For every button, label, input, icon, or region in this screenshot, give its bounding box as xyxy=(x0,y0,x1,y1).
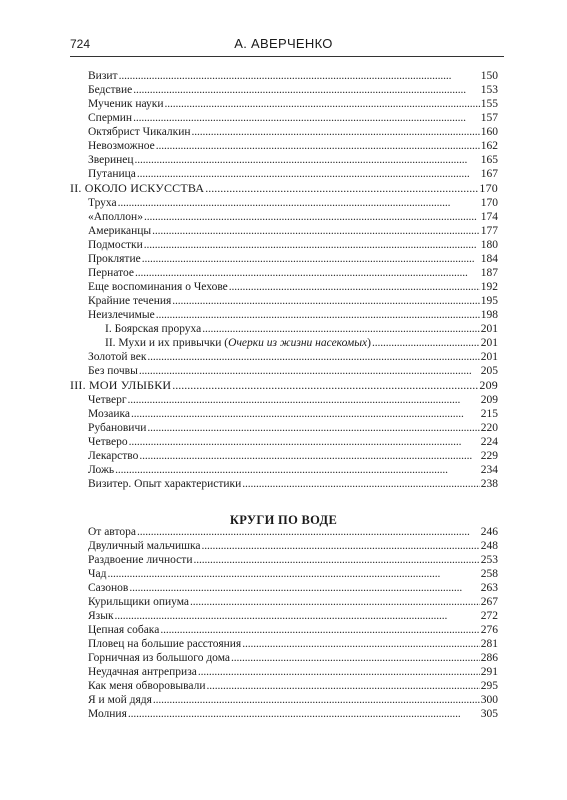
leader-dots xyxy=(135,153,480,167)
toc-section-heading xyxy=(70,181,498,195)
leader-dots xyxy=(137,525,480,539)
leader-dots xyxy=(207,679,480,693)
toc-entry-title: Четверо xyxy=(88,436,128,448)
toc-entry-page: 153 xyxy=(480,84,498,96)
toc-entry xyxy=(88,665,498,679)
toc-entry xyxy=(88,449,498,463)
toc-entry-title: Октябрист Чикалкин xyxy=(88,126,191,138)
toc-entry-title: II. Мухи и их привычки (Очерки из жизни насекомых) xyxy=(105,337,372,349)
leader-dots xyxy=(156,308,480,322)
leader-dots xyxy=(242,637,480,651)
toc-entry-page: 170 xyxy=(479,181,498,195)
toc-entry-title: Бедствие xyxy=(88,84,133,96)
toc-entry-page: 155 xyxy=(480,98,498,110)
leader-dots xyxy=(231,651,480,665)
toc-entry-title: Сазонов xyxy=(88,582,129,594)
leader-dots xyxy=(172,294,479,308)
toc-entry-page: 201 xyxy=(480,323,498,335)
toc-entry-page: 267 xyxy=(480,596,498,608)
leader-dots xyxy=(129,435,480,449)
toc-entry-title: Зверинец xyxy=(88,154,134,166)
toc-entry-title: Я и мой дядя xyxy=(88,694,152,706)
toc-entry-title: Проклятие xyxy=(88,253,141,265)
toc-entry-page: 162 xyxy=(480,140,498,152)
leader-dots xyxy=(205,181,478,195)
toc-entry-title: Визит xyxy=(88,70,118,82)
toc-entry-page: 215 xyxy=(480,408,498,420)
leader-dots xyxy=(107,567,479,581)
leader-dots xyxy=(152,224,480,238)
toc-entry-title: Путаница xyxy=(88,168,136,180)
toc-entry xyxy=(88,637,498,651)
toc-entry-page: 286 xyxy=(480,652,498,664)
toc-entry xyxy=(88,407,498,421)
toc-entry xyxy=(88,167,498,181)
toc-entry-page: 209 xyxy=(479,378,498,392)
leader-dots xyxy=(172,378,478,392)
toc-entry-title: «Аполлон» xyxy=(88,211,143,223)
toc-entry-page: 150 xyxy=(480,70,498,82)
toc-entry-title: Без почвы xyxy=(88,365,138,377)
leader-dots xyxy=(160,623,479,637)
toc-entry-page: 272 xyxy=(480,610,498,622)
toc-entry xyxy=(88,539,498,553)
toc-entry-title: Пернатое xyxy=(88,267,134,279)
leader-dots xyxy=(372,336,480,350)
toc-entry-title: Чад xyxy=(88,568,107,580)
toc-entry-title: Золотой век xyxy=(88,351,147,363)
toc-entry-title: Мученик науки xyxy=(88,98,164,110)
toc-entry-title: Еще воспоминания о Чехове xyxy=(88,281,228,293)
leader-dots xyxy=(131,407,480,421)
leader-dots xyxy=(156,139,480,153)
toc-entry xyxy=(88,525,498,539)
toc-entry-page: 167 xyxy=(480,168,498,180)
leader-dots xyxy=(119,69,480,83)
toc-entry-title: Подмостки xyxy=(88,239,143,251)
leader-dots xyxy=(190,595,480,609)
toc-entry-title: Цепная собака xyxy=(88,624,160,636)
toc-entry xyxy=(88,581,498,595)
toc-entry-title: Раздвоение личности xyxy=(88,554,193,566)
toc-entry xyxy=(88,350,498,364)
toc-entry xyxy=(88,623,498,637)
toc-entry-page: 165 xyxy=(480,154,498,166)
toc-entry-title: Двуличный мальчишка xyxy=(88,540,201,552)
toc-entry xyxy=(88,139,498,153)
toc-entry-title: Крайние течения xyxy=(88,295,172,307)
toc-entry-page: 198 xyxy=(480,309,498,321)
toc-entry xyxy=(88,693,498,707)
leader-dots xyxy=(115,463,480,477)
toc-entry-title: III. МОИ УЛЫБКИ xyxy=(70,378,172,392)
toc-entry-title: От автора xyxy=(88,526,136,538)
toc-entry-page: 170 xyxy=(480,197,498,209)
leader-dots xyxy=(115,609,480,623)
leader-dots xyxy=(133,111,480,125)
toc-entry-page: 258 xyxy=(480,568,498,580)
toc-entry-title: Курильщики опиума xyxy=(88,596,190,608)
leader-dots xyxy=(147,421,479,435)
toc-entry-page: 281 xyxy=(480,638,498,650)
leader-dots xyxy=(139,449,479,463)
toc-entry-title: Труха xyxy=(88,197,117,209)
toc-entry xyxy=(88,651,498,665)
toc-entry xyxy=(88,224,498,238)
toc-entry-title: Спермин xyxy=(88,112,133,124)
leader-dots xyxy=(192,125,480,139)
page-header xyxy=(0,34,567,54)
toc-entry xyxy=(88,210,498,224)
section-title: КРУГИ ПО ВОДЕ xyxy=(229,513,338,527)
page-number: 724 xyxy=(70,37,91,51)
toc-entry-title: Лекарство xyxy=(88,450,139,462)
toc-entry xyxy=(88,567,498,581)
toc-entry-page: 305 xyxy=(480,708,498,720)
toc-entry xyxy=(88,294,498,308)
toc-entry-page: 184 xyxy=(480,253,498,265)
leader-dots xyxy=(137,167,480,181)
toc-entry xyxy=(88,97,498,111)
toc-entry xyxy=(88,111,498,125)
leader-dots xyxy=(144,210,480,224)
leader-dots xyxy=(139,364,480,378)
toc-entry-page: 157 xyxy=(480,112,498,124)
toc-entry xyxy=(88,196,498,210)
toc-entry-page: 253 xyxy=(480,554,498,566)
leader-dots xyxy=(165,97,480,111)
toc-entry xyxy=(88,679,498,693)
leader-dots xyxy=(144,238,480,252)
toc-entry xyxy=(88,421,498,435)
toc-entry-title: Как меня обворовывали xyxy=(88,680,206,692)
leader-dots xyxy=(202,539,480,553)
toc-entry xyxy=(88,477,498,491)
toc-entry xyxy=(88,435,498,449)
leader-dots xyxy=(147,350,479,364)
toc-entry xyxy=(88,238,498,252)
toc-entry-page: 248 xyxy=(480,540,498,552)
toc-section-heading xyxy=(70,378,498,392)
toc-entry-title: Невозможное xyxy=(88,140,155,152)
toc-entry-title: Неудачная антреприза xyxy=(88,666,197,678)
toc-entry-title: Четверг xyxy=(88,394,127,406)
toc-entry-title: Американцы xyxy=(88,225,152,237)
toc-entry-title: Горничная из большого дома xyxy=(88,652,231,664)
toc-entry-page: 263 xyxy=(480,582,498,594)
toc-entry-page: 300 xyxy=(480,694,498,706)
toc-entry-page: 238 xyxy=(480,478,498,490)
toc-entry-page: 187 xyxy=(480,267,498,279)
toc-entry-title: Язык xyxy=(88,610,114,622)
toc-entry-page: 177 xyxy=(480,225,498,237)
toc-entry xyxy=(88,308,498,322)
leader-dots xyxy=(229,280,480,294)
toc-entry-title: Молния xyxy=(88,708,127,720)
toc-entry-page: 201 xyxy=(480,351,498,363)
toc-entry-page: 201 xyxy=(480,337,498,349)
toc-entry xyxy=(88,463,498,477)
toc-entry-page: 276 xyxy=(480,624,498,636)
leader-dots xyxy=(193,553,479,567)
toc-entry-title: Мозаика xyxy=(88,408,131,420)
toc-entry-page: 192 xyxy=(480,281,498,293)
toc-entry xyxy=(88,595,498,609)
toc-entry-title: I. Боярская проруха xyxy=(105,323,202,335)
running-title: А. АВЕРЧЕНКО xyxy=(234,36,333,51)
leader-dots xyxy=(128,707,480,721)
toc-subentry xyxy=(105,336,498,350)
toc-entry-title: II. ОКОЛО ИСКУССТВА xyxy=(70,181,205,195)
toc-entry-page: 234 xyxy=(480,464,498,476)
toc-entry xyxy=(88,266,498,280)
toc-entry-page: 246 xyxy=(480,526,498,538)
toc-entry-page: 229 xyxy=(480,450,498,462)
toc-entry-title: Неизлечимые xyxy=(88,309,155,321)
toc-entry-title: Ложь xyxy=(88,464,115,476)
toc-entry xyxy=(88,393,498,407)
leader-dots xyxy=(129,581,479,595)
toc-entry xyxy=(88,364,498,378)
toc-entry-title: Пловец на большие расстояния xyxy=(88,638,242,650)
toc-entry-page: 205 xyxy=(480,365,498,377)
leader-dots xyxy=(198,665,480,679)
toc-entry xyxy=(88,553,498,567)
toc-entry xyxy=(88,153,498,167)
toc-entry-page: 195 xyxy=(480,295,498,307)
toc-entry xyxy=(88,609,498,623)
toc-subentry xyxy=(105,322,498,336)
toc-entry-page: 220 xyxy=(480,422,498,434)
toc-entry-title: Визитер. Опыт характеристики xyxy=(88,478,242,490)
leader-dots xyxy=(202,322,480,336)
leader-dots xyxy=(133,83,480,97)
toc-entry-title: Рубановичи xyxy=(88,422,147,434)
toc-entry-page: 295 xyxy=(480,680,498,692)
leader-dots xyxy=(153,693,480,707)
toc-entry xyxy=(88,125,498,139)
header-rule xyxy=(70,56,504,57)
toc-entry xyxy=(88,252,498,266)
leader-dots xyxy=(142,252,480,266)
toc-entry xyxy=(88,280,498,294)
leader-dots xyxy=(135,266,480,280)
italic-subtitle: Очерки из жизни насекомых xyxy=(228,337,368,349)
toc-entry xyxy=(88,83,498,97)
toc-entry-page: 180 xyxy=(480,239,498,251)
leader-dots xyxy=(128,393,480,407)
toc-entry xyxy=(88,69,498,83)
toc-entry xyxy=(88,707,498,721)
leader-dots xyxy=(118,196,480,210)
toc-entry-page: 160 xyxy=(480,126,498,138)
toc-entry-page: 209 xyxy=(480,394,498,406)
toc-entry-page: 174 xyxy=(480,211,498,223)
toc-entry-page: 291 xyxy=(480,666,498,678)
leader-dots xyxy=(242,477,479,491)
toc-entry-page: 224 xyxy=(480,436,498,448)
